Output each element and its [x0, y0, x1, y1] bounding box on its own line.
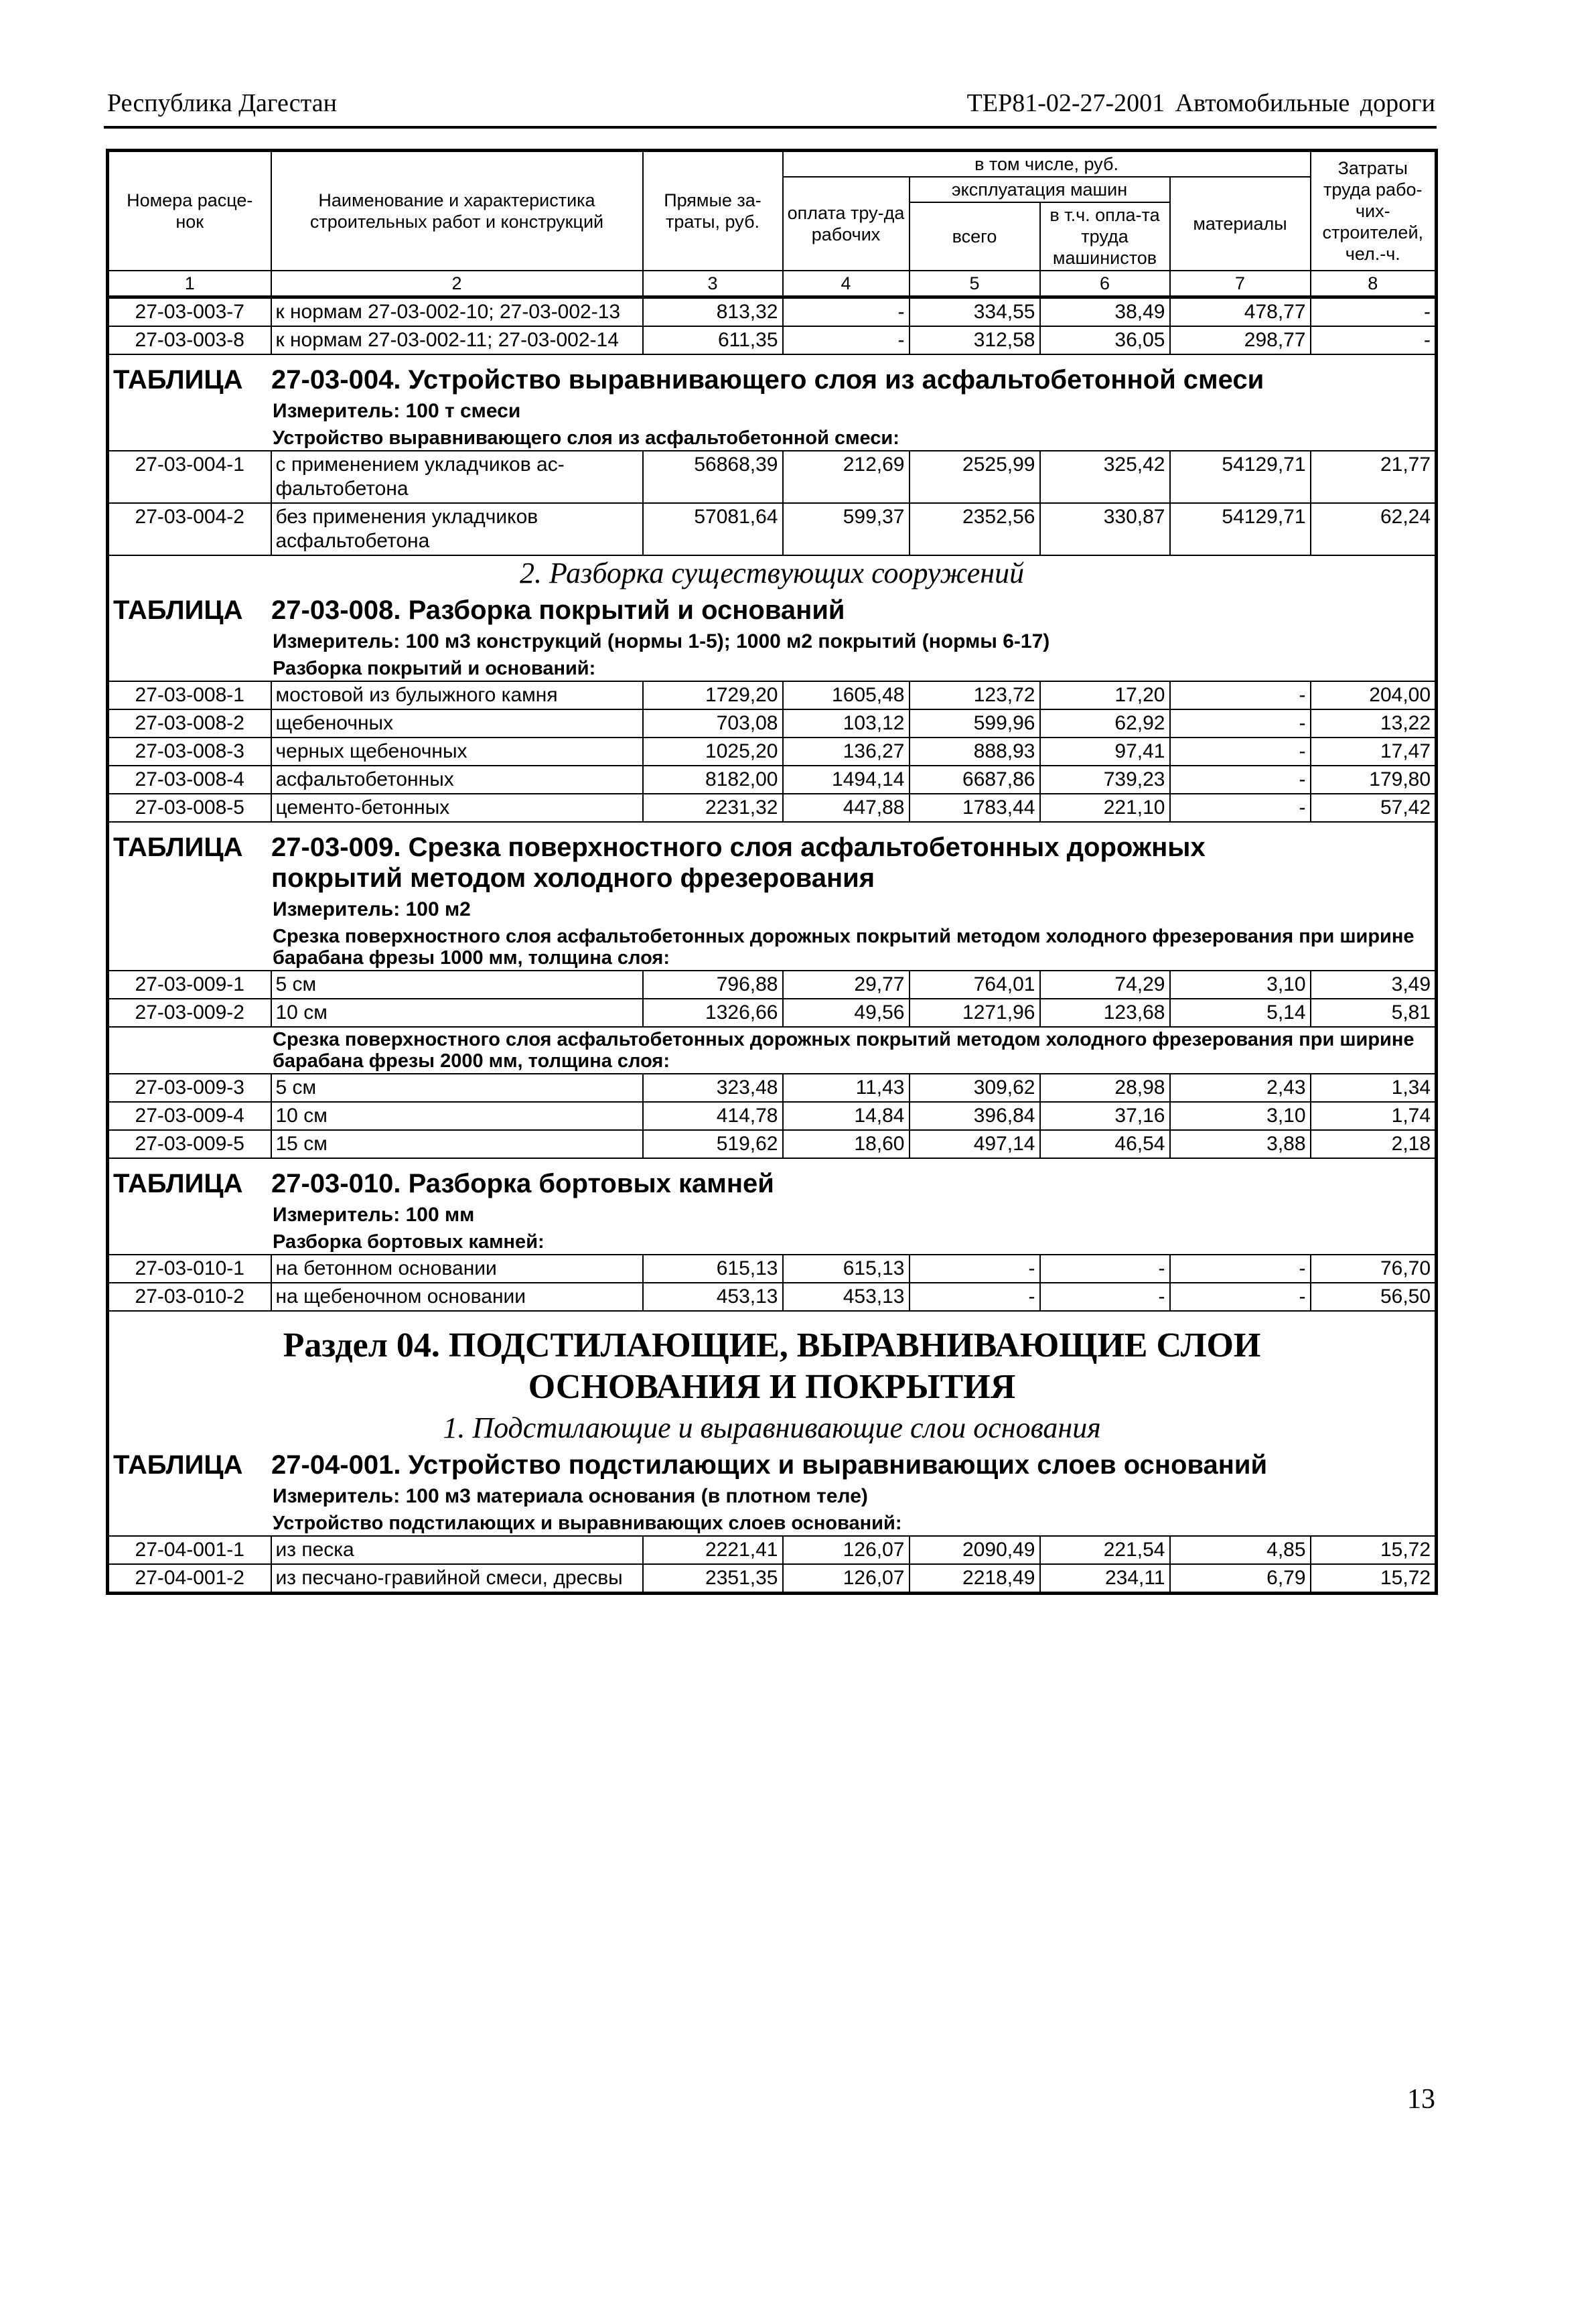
table-label: ТАБЛИЦА [113, 833, 243, 862]
table-title [108, 585, 1437, 627]
cost-value: 57,42 [1311, 794, 1437, 822]
rate-code: 27-03-003-8 [108, 326, 271, 354]
cost-value: 62,24 [1311, 503, 1437, 555]
cost-value: 497,14 [910, 1130, 1040, 1158]
cost-value: 15,72 [1311, 1536, 1437, 1564]
work-description: на бетонном основании [271, 1255, 643, 1283]
cost-value: 21,77 [1311, 451, 1437, 503]
cost-value: 36,05 [1040, 326, 1170, 354]
column-number: 4 [783, 271, 910, 297]
cost-value: 330,87 [1040, 503, 1170, 555]
cost-value: - [910, 1255, 1040, 1283]
measure-unit: Измеритель: 100 мм [108, 1200, 1437, 1230]
table-label: ТАБЛИЦА [113, 1169, 243, 1198]
cost-value: 323,48 [643, 1074, 783, 1102]
cost-value: 3,88 [1170, 1130, 1311, 1158]
cost-value: 2231,32 [643, 794, 783, 822]
table-label: ТАБЛИЦА [113, 1450, 243, 1480]
table-name: 27-03-009. Срезка поверхностного слоя асфальтобетонных дорожных покрытий методом холодного фрезерования [271, 833, 1206, 893]
table-row [108, 1130, 1437, 1158]
table-row [108, 503, 1437, 555]
cost-value: 615,13 [783, 1255, 910, 1283]
table-row [108, 326, 1437, 354]
cost-value: 204,00 [1311, 681, 1437, 709]
cost-value: 2,43 [1170, 1074, 1311, 1102]
group-row [108, 1511, 1437, 1536]
cost-value: 46,54 [1040, 1130, 1170, 1158]
group-heading: Срезка поверхностного слоя асфальтобетонных дорожных покрытий методом холодного фрезерования при ширине барабана фрезы 1000 мм, толщина слоя: [108, 924, 1437, 971]
cost-value: 14,84 [783, 1102, 910, 1130]
cost-value: 703,08 [643, 709, 783, 738]
work-description: из песчано-гравийной смеси, дресвы [271, 1564, 643, 1594]
col-header-materials: материалы [1170, 177, 1311, 271]
measure-row [108, 627, 1437, 656]
rate-code: 27-03-004-1 [108, 451, 271, 503]
cost-value: 3,49 [1311, 971, 1437, 999]
table-name: 27-03-004. Устройство выравнивающего слоя из асфальтобетонной смеси [271, 365, 1264, 395]
measure-unit: Измеритель: 100 м2 [108, 895, 1437, 924]
cost-value: 17,47 [1311, 738, 1437, 766]
work-description: цементо-бетонных [271, 794, 643, 822]
table-row [108, 999, 1437, 1027]
sub-row [108, 555, 1437, 585]
cost-value: 1729,20 [643, 681, 783, 709]
cost-value: 179,80 [1311, 766, 1437, 794]
cost-value: 38,49 [1040, 297, 1170, 327]
rate-code: 27-03-008-5 [108, 794, 271, 822]
cost-value: 212,69 [783, 451, 910, 503]
cost-value: 298,77 [1170, 326, 1311, 354]
work-description: 15 см [271, 1130, 643, 1158]
cost-value: 15,72 [1311, 1564, 1437, 1594]
cost-value: 312,58 [910, 326, 1040, 354]
cost-value: 813,32 [643, 297, 783, 327]
cost-value: 11,43 [783, 1074, 910, 1102]
cost-value: 453,13 [783, 1283, 910, 1311]
group-heading: Разборка бортовых камней: [108, 1230, 1437, 1255]
cost-value: 3,10 [1170, 1102, 1311, 1130]
cost-value: 76,70 [1311, 1255, 1437, 1283]
measure-row [108, 397, 1437, 426]
cost-value: 599,96 [910, 709, 1040, 738]
cost-value: - [1170, 709, 1311, 738]
rate-code: 27-03-009-4 [108, 1102, 271, 1130]
work-description: черных щебеночных [271, 738, 643, 766]
rate-code: 27-03-009-2 [108, 999, 271, 1027]
group-heading: Срезка поверхностного слоя асфальтобетонных дорожных покрытий методом холодного фрезерования при ширине барабана фрезы 2000 мм, толщина слоя: [108, 1027, 1437, 1074]
column-number: 3 [643, 271, 783, 297]
cost-value: 3,10 [1170, 971, 1311, 999]
work-description: 5 см [271, 971, 643, 999]
table-row [108, 766, 1437, 794]
cost-value: 13,22 [1311, 709, 1437, 738]
table-title [108, 1158, 1437, 1200]
group-heading: Устройство подстилающих и выравнивающих слоев оснований: [108, 1511, 1437, 1536]
cost-value: 1605,48 [783, 681, 910, 709]
table-row [108, 354, 1437, 397]
group-row [108, 656, 1437, 681]
group-row [108, 1027, 1437, 1074]
table-title [108, 1440, 1437, 1482]
cost-value: 17,20 [1040, 681, 1170, 709]
group-heading: Устройство выравнивающего слоя из асфальтобетонной смеси: [108, 426, 1437, 451]
cost-value: 2218,49 [910, 1564, 1040, 1594]
cost-value: 4,85 [1170, 1536, 1311, 1564]
cost-value: 615,13 [643, 1255, 783, 1283]
cost-value: - [1170, 1283, 1311, 1311]
cost-value: 599,37 [783, 503, 910, 555]
cost-value: 1783,44 [910, 794, 1040, 822]
table-row [108, 822, 1437, 895]
table-row [108, 794, 1437, 822]
work-description: 5 см [271, 1074, 643, 1102]
group-row [108, 1230, 1437, 1255]
subsection-heading: 2. Разборка существующих сооружений [108, 555, 1437, 585]
table-row [108, 451, 1437, 503]
col-header-code: Номера расце-нок [108, 151, 271, 271]
cost-value: 56,50 [1311, 1283, 1437, 1311]
column-number: 7 [1170, 271, 1311, 297]
cost-value: 2,18 [1311, 1130, 1437, 1158]
section-heading: Раздел 04. ПОДСТИЛАЮЩИЕ, ВЫРАВНИВАЮЩИЕ СЛОИ ОСНОВАНИЯ И ПОКРЫТИЯ [108, 1311, 1437, 1411]
measure-unit: Измеритель: 100 м3 конструкций (нормы 1-5); 1000 м2 покрытий (нормы 6-17) [108, 627, 1437, 656]
rate-code: 27-04-001-2 [108, 1564, 271, 1594]
header-rule [104, 126, 1437, 129]
cost-value: 28,98 [1040, 1074, 1170, 1102]
cost-value: - [1311, 297, 1437, 327]
table-row [108, 1158, 1437, 1200]
rate-code: 27-03-008-3 [108, 738, 271, 766]
col-header-labor: Затраты труда рабо-чих-строителей, чел.-ч. [1311, 151, 1437, 271]
col-header-machinist-wages: в т.ч. опла-та труда машинистов [1040, 202, 1170, 271]
cost-value: 414,78 [643, 1102, 783, 1130]
table-row [108, 1102, 1437, 1130]
header-document-title: ТЕР81-02-27-2001 Автомобильные дороги [966, 89, 1435, 117]
column-number: 2 [271, 271, 643, 297]
col-header-machines: эксплуатация машин [910, 177, 1170, 202]
column-number: 8 [1311, 271, 1437, 297]
work-description: 10 см [271, 999, 643, 1027]
work-description: к нормам 27-03-002-10; 27-03-002-13 [271, 297, 643, 327]
work-description: на щебеночном основании [271, 1283, 643, 1311]
cost-value: 37,16 [1040, 1102, 1170, 1130]
table-name: 27-03-010. Разборка бортовых камней [271, 1169, 774, 1198]
cost-value: 447,88 [783, 794, 910, 822]
column-number: 1 [108, 271, 271, 297]
cost-value: - [1311, 326, 1437, 354]
group-row [108, 426, 1437, 451]
cost-value: - [1040, 1255, 1170, 1283]
cost-value: - [1170, 766, 1311, 794]
table-label: ТАБЛИЦА [113, 365, 243, 395]
cost-value: 97,41 [1040, 738, 1170, 766]
table-row [108, 1255, 1437, 1283]
cost-value: - [1170, 738, 1311, 766]
cost-value: 6687,86 [910, 766, 1040, 794]
cost-value: 5,14 [1170, 999, 1311, 1027]
group-row [108, 924, 1437, 971]
cost-value: 309,62 [910, 1074, 1040, 1102]
rate-code: 27-03-010-1 [108, 1255, 271, 1283]
group-heading: Разборка покрытий и оснований: [108, 656, 1437, 681]
measure-row [108, 895, 1437, 924]
cost-value: 56868,39 [643, 451, 783, 503]
cost-value: 221,54 [1040, 1536, 1170, 1564]
table-row [108, 971, 1437, 999]
work-description: щебеночных [271, 709, 643, 738]
rate-code: 27-03-004-2 [108, 503, 271, 555]
cost-value: 1326,66 [643, 999, 783, 1027]
cost-value: 54129,71 [1170, 451, 1311, 503]
cost-value: 8182,00 [643, 766, 783, 794]
cost-value: 6,79 [1170, 1564, 1311, 1594]
work-description: из песка [271, 1536, 643, 1564]
rate-code: 27-03-009-3 [108, 1074, 271, 1102]
cost-value: 1,74 [1311, 1102, 1437, 1130]
work-description: асфальтобетонных [271, 766, 643, 794]
table-label: ТАБЛИЦА [113, 596, 243, 625]
rates-table [106, 149, 1438, 1595]
page-number: 13 [1407, 2084, 1435, 2115]
rate-code: 27-04-001-1 [108, 1536, 271, 1564]
cost-value: 2221,41 [643, 1536, 783, 1564]
cost-value: 18,60 [783, 1130, 910, 1158]
work-description: с применением укладчиков ас-фальтобетона [271, 451, 643, 503]
cost-value: 2090,49 [910, 1536, 1040, 1564]
cost-value: 764,01 [910, 971, 1040, 999]
measure-row [108, 1200, 1437, 1230]
cost-value: - [1040, 1283, 1170, 1311]
col-header-wages: оплата тру-да рабочих [783, 177, 910, 271]
cost-value: 126,07 [783, 1564, 910, 1594]
table-row [108, 585, 1437, 627]
work-description: без применения укладчиков асфальтобетона [271, 503, 643, 555]
table-name: 27-04-001. Устройство подстилающих и выравнивающих слоев оснований [271, 1450, 1268, 1480]
table-title [108, 354, 1437, 397]
rate-code: 27-03-009-5 [108, 1130, 271, 1158]
cost-value: - [1170, 1255, 1311, 1283]
table-row [108, 1564, 1437, 1594]
cost-value: - [1170, 681, 1311, 709]
subsection-heading: 1. Подстилающие и выравнивающие слои основания [108, 1411, 1437, 1440]
cost-value: 2525,99 [910, 451, 1040, 503]
measure-unit: Измеритель: 100 т смеси [108, 397, 1437, 426]
cost-value: 2351,35 [643, 1564, 783, 1594]
cost-value: 123,68 [1040, 999, 1170, 1027]
cost-value: 29,77 [783, 971, 910, 999]
col-header-including: в том числе, руб. [783, 151, 1311, 178]
cost-value: 739,23 [1040, 766, 1170, 794]
cost-value: - [1170, 794, 1311, 822]
cost-value: 611,35 [643, 326, 783, 354]
header-region: Республика Дагестан [107, 89, 337, 117]
col-header-direct-costs: Прямые за-траты, руб. [643, 151, 783, 271]
measure-row [108, 1482, 1437, 1511]
measure-unit: Измеритель: 100 м3 материала основания (в плотном теле) [108, 1482, 1437, 1511]
table-row [108, 681, 1437, 709]
cost-value: 54129,71 [1170, 503, 1311, 555]
column-number: 6 [1040, 271, 1170, 297]
cost-value: 478,77 [1170, 297, 1311, 327]
cost-value: 1271,96 [910, 999, 1040, 1027]
cost-value: - [783, 297, 910, 327]
cost-value: 519,62 [643, 1130, 783, 1158]
cost-value: 74,29 [1040, 971, 1170, 999]
cost-value: 136,27 [783, 738, 910, 766]
cost-value: 126,07 [783, 1536, 910, 1564]
sub-row [108, 1411, 1437, 1440]
cost-value: 888,93 [910, 738, 1040, 766]
cost-value: 453,13 [643, 1283, 783, 1311]
work-description: мостовой из булыжного камня [271, 681, 643, 709]
cost-value: 49,56 [783, 999, 910, 1027]
rate-code: 27-03-010-2 [108, 1283, 271, 1311]
rate-code: 27-03-008-1 [108, 681, 271, 709]
cost-value: 334,55 [910, 297, 1040, 327]
table-row [108, 297, 1437, 327]
table-row [108, 1440, 1437, 1482]
cost-value: - [783, 326, 910, 354]
rate-code: 27-03-009-1 [108, 971, 271, 999]
table-row [108, 709, 1437, 738]
work-description: 10 см [271, 1102, 643, 1130]
cost-value: 1025,20 [643, 738, 783, 766]
cost-value: 57081,64 [643, 503, 783, 555]
col-header-name: Наименование и характеристика строительных работ и конструкций [271, 151, 643, 271]
cost-value: 234,11 [1040, 1564, 1170, 1594]
work-description: к нормам 27-03-002-11; 27-03-002-14 [271, 326, 643, 354]
rate-code: 27-03-008-4 [108, 766, 271, 794]
cost-value: 1494,14 [783, 766, 910, 794]
sec-row [108, 1311, 1437, 1411]
table-row [108, 1536, 1437, 1564]
table-title [108, 822, 1437, 895]
cost-value: 796,88 [643, 971, 783, 999]
table-row [108, 738, 1437, 766]
cost-value: 5,81 [1311, 999, 1437, 1027]
cost-value: 2352,56 [910, 503, 1040, 555]
cost-value: 103,12 [783, 709, 910, 738]
table-row [108, 1074, 1437, 1102]
column-number: 5 [910, 271, 1040, 297]
cost-value: 62,92 [1040, 709, 1170, 738]
cost-value: 123,72 [910, 681, 1040, 709]
cost-value: 325,42 [1040, 451, 1170, 503]
table-name: 27-03-008. Разборка покрытий и оснований [271, 596, 845, 625]
rate-code: 27-03-008-2 [108, 709, 271, 738]
rate-code: 27-03-003-7 [108, 297, 271, 327]
cost-value: 221,10 [1040, 794, 1170, 822]
cost-value: - [910, 1283, 1040, 1311]
cost-value: 1,34 [1311, 1074, 1437, 1102]
cost-value: 396,84 [910, 1102, 1040, 1130]
col-header-machines-total: всего [910, 202, 1040, 271]
table-row [108, 1283, 1437, 1311]
